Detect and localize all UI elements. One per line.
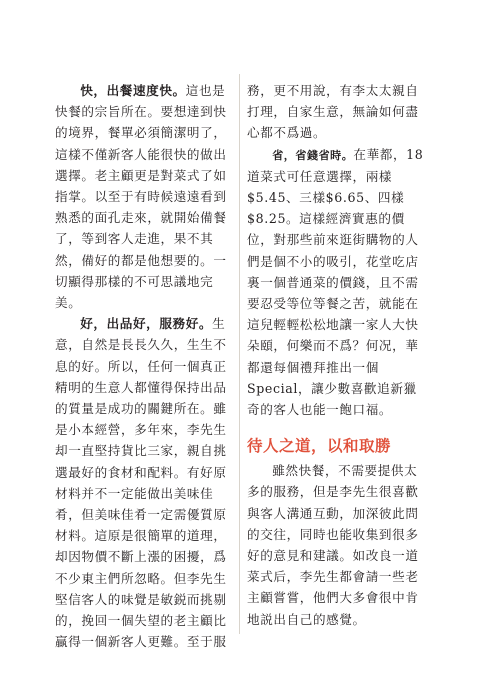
column-divider [239,74,240,634]
lead-fast: 快，出餐速度快。 [80,83,186,98]
paragraph-good-text: 生意，自然是長長久久，生生不息的好。所以，任何一個真正精明的生意人都懂得保持出品的質量是成功的關鍵所在。雖是小本經營，多年來，李先生却一直堅持貨比三家，親自挑選最好的食材和配料。有好原材料并不一定能做出美味佳肴，但美味佳肴一定需優質原材料。這原是很簡單的道理，却因物價不斷上漲的困擾，爲不少東主們所忽略。但李先生堅信客人的味覺是敏鋭而挑剔的，挽回一個失望的老主顧比贏得一個新客人更難。至于服 [55,316,227,650]
paragraph-fast [55,80,233,313]
paragraph-save-text: 在華都，18道菜式可任意選擇，兩樣$5.45、三樣$6.65、四樣$8.25。這樣經濟實惠的價位，對那些前來逛街購物的人們是個不小的吸引，花堂吃店裏一個普通菜的價錢，且不需要忍受等位等餐之苦，就能在這兒輕輕松松地讓一家人大快朵頤，何樂而不爲？何况，華都還每個禮拜推出一個Special，讓少數喜歡追新獵奇的客人也能一飽口福。 [247,146,424,418]
section-heading: 待人之道，以和取勝 [247,436,392,456]
lead-save: 省，省錢省時。 [272,148,354,162]
lead-good: 好，出品好，服務好。 [80,316,213,332]
left-column [55,80,233,652]
paragraph-harmony: 雖然快餐，不需要提供太多的服務，但是李先生很喜歡與客人溝通互動，加深彼此問的交往，同時也能收集到很多好的意見和建議。如改良一道菜式后，李先生都會請一些老主顧嘗嘗，他們大多會很中肯地説出自己的感覺。 [247,463,419,627]
paragraph-save [247,144,425,421]
paragraph-service-continued: 務，更不用說，有李太太親自打理，自家生意，無論如何盡心都不爲過。 [247,83,419,141]
right-column [247,80,425,630]
paragraph-fast-text: 這也是快餐的宗旨所在。要想達到快的境界，餐單必須簡潔明了，這樣不僅新客人能很快的做出選擇。老主顧更是對菜式了如指掌。以至于有時候遠遠看到熟悉的面孔走來，就開始備餐了，等到客人走進，果不其然，備好的都是他想要的。一切顯得那樣的不可思議地完美。 [55,83,227,311]
paragraph-good [55,313,233,652]
